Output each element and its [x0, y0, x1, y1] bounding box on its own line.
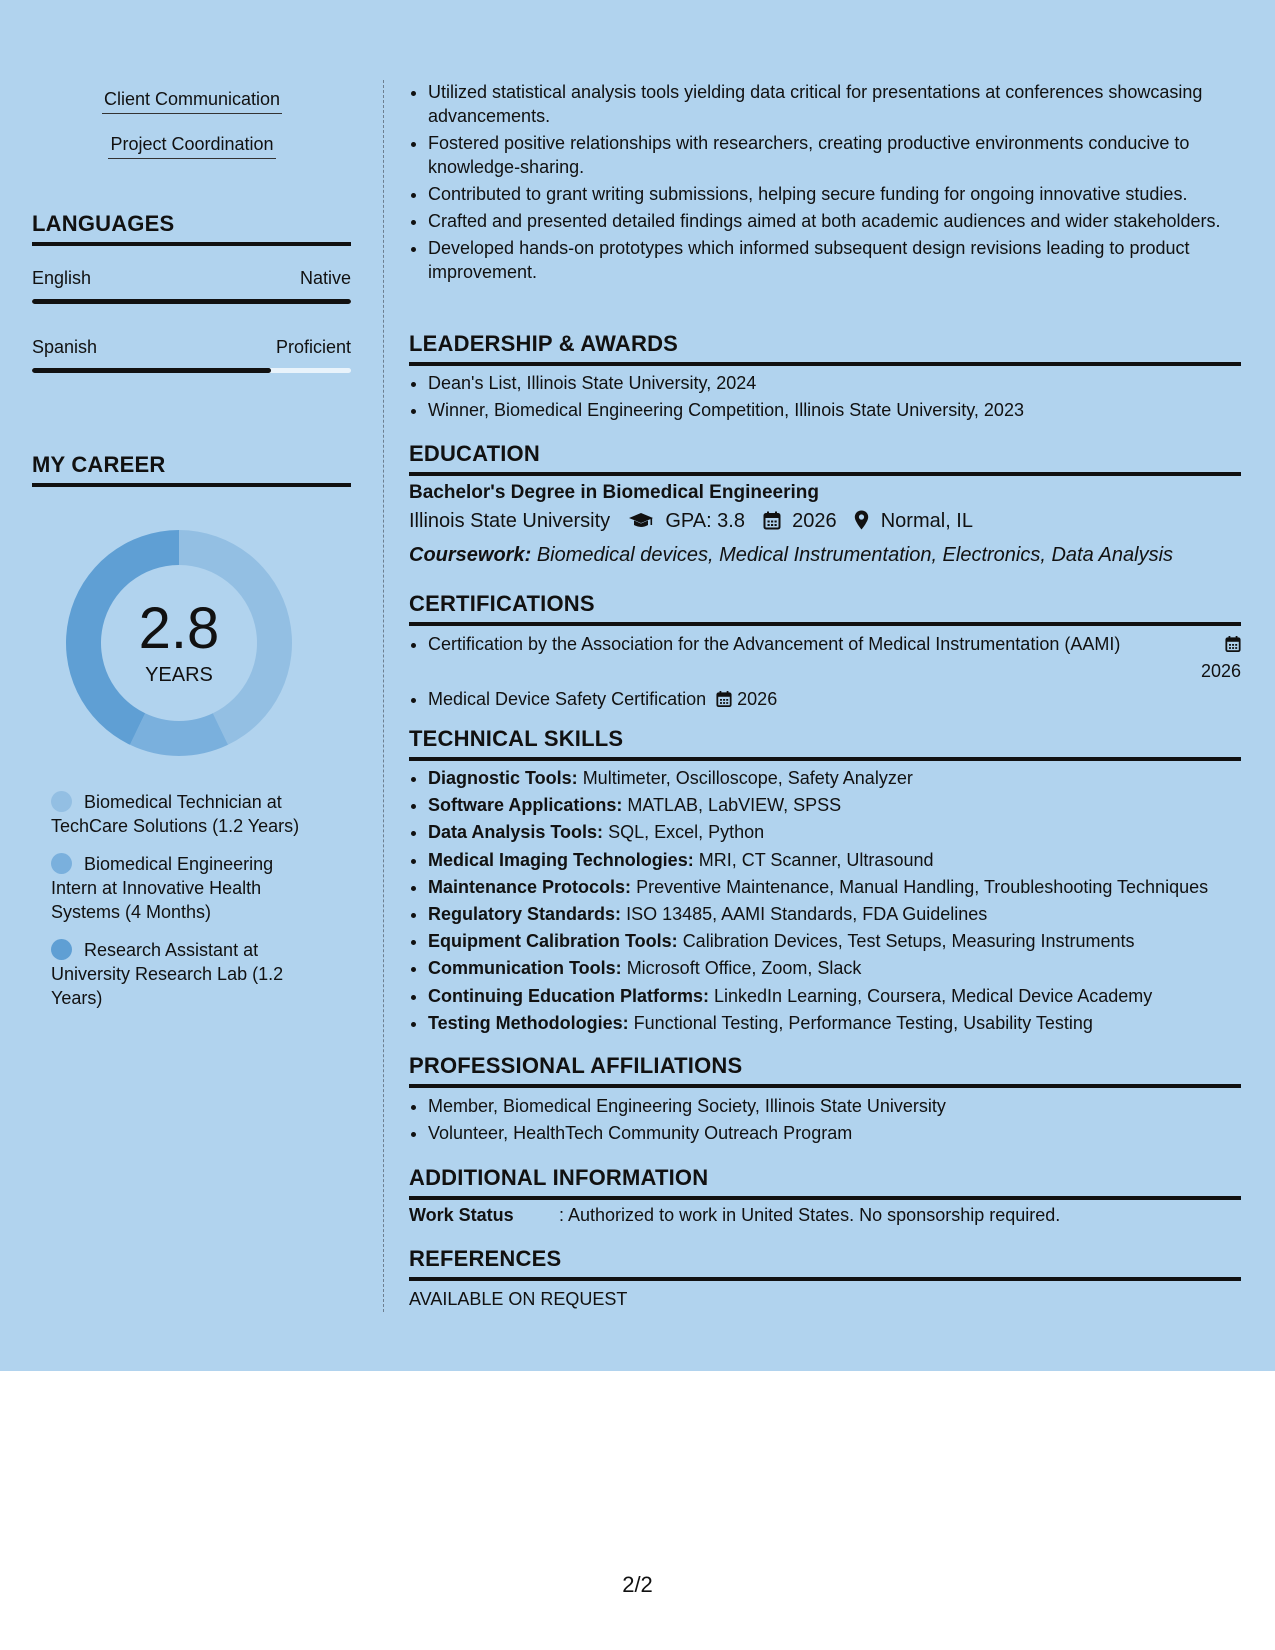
list-item: • Maintenance Protocols: Preventive Maintenance, Manual Handling, Troubleshooting Techniques: [428, 875, 1241, 899]
graduation-year: 2026: [792, 510, 837, 532]
technical-skills-list: [409, 766, 1241, 1038]
certifications-heading: CERTIFICATIONS: [409, 591, 1241, 626]
list-item: • Winner, Biomedical Engineering Competition, Illinois State University, 2023: [428, 398, 1241, 422]
technical-skills-heading: TECHNICAL SKILLS: [409, 726, 1241, 761]
career-heading: MY CAREER: [32, 452, 351, 487]
career-donut-center: [66, 528, 292, 754]
work-status-label: Work Status: [409, 1205, 514, 1225]
legend-dot-icon: [51, 853, 72, 874]
school-location: Normal, IL: [880, 510, 973, 532]
references-heading: REFERENCES: [409, 1246, 1241, 1281]
affiliations-heading: PROFESSIONAL AFFILIATIONS: [409, 1053, 1241, 1088]
education-details: [409, 510, 1241, 536]
school-name: Illinois State University: [409, 510, 611, 532]
references-text: AVAILABLE ON REQUEST: [409, 1289, 628, 1309]
language-row: [32, 337, 351, 358]
gpa: GPA: 3.8: [665, 510, 745, 532]
column-divider: [383, 80, 384, 1312]
list-item: • Dean's List, Illinois State University, 2024: [428, 371, 1241, 395]
graduation-cap-icon: [628, 512, 654, 536]
list-item: • Crafted and presented detailed findings aimed at both academic audiences and wider stakeholders.: [428, 209, 1241, 233]
legend-dot-icon: [51, 791, 72, 812]
calendar-icon: [1225, 635, 1241, 659]
list-item: • Volunteer, HealthTech Community Outreach Program: [428, 1121, 1241, 1145]
career-legend-item: Research Assistant at University Research Lab (1.2 Years): [51, 940, 284, 1008]
experience-bullets: [409, 80, 1241, 287]
language-name: English: [32, 268, 92, 288]
affiliations-list: [409, 1094, 1241, 1148]
list-item: • Regulatory Standards: ISO 13485, AAMI Standards, FDA Guidelines: [428, 902, 1241, 926]
skill-link-project-coordination[interactable]: Project Coordination: [32, 133, 352, 159]
work-status-row: [409, 1205, 1241, 1226]
additional-info-heading: ADDITIONAL INFORMATION: [409, 1165, 1241, 1200]
career-total-value: 2.8: [138, 596, 220, 661]
list-item: • Software Applications: MATLAB, LabVIEW, SPSS: [428, 793, 1241, 817]
career-legend: [51, 790, 321, 1024]
list-item: • Diagnostic Tools: Multimeter, Oscilloscope, Safety Analyzer: [428, 766, 1241, 790]
list-item: • Continuing Education Platforms: LinkedIn Learning, Coursera, Medical Device Academy: [428, 984, 1241, 1008]
location-pin-icon: [854, 510, 869, 536]
language-proficiency-bar: [32, 299, 351, 304]
leadership-heading: LEADERSHIP & AWARDS: [409, 331, 1241, 366]
list-item: • Contributed to grant writing submissions, helping secure funding for ongoing innovative studies.: [428, 182, 1241, 206]
list-item: • Testing Methodologies: Functional Testing, Performance Testing, Usability Testing: [428, 1011, 1241, 1035]
career-legend-item: Biomedical Engineering Intern at Innovative Health Systems (4 Months): [51, 854, 274, 922]
certification-name: • Certification by the Association for the Advancement of Medical Instrumentation (AAMI): [428, 634, 1121, 654]
calendar-icon: [763, 511, 781, 536]
calendar-icon: [716, 690, 732, 714]
career-total-unit: YEARS: [145, 664, 213, 686]
work-status-value: : Authorized to work in United States. No sponsorship required.: [559, 1205, 1061, 1225]
language-name: Spanish: [32, 337, 98, 357]
list-item: • Utilized statistical analysis tools yielding data critical for presentations at conferences showcasing advancements.: [428, 80, 1241, 128]
education-entry: [409, 482, 1241, 567]
coursework: [409, 544, 1241, 567]
language-proficiency-fill: [32, 368, 271, 373]
certifications-list: [409, 632, 1241, 717]
education-heading: EDUCATION: [409, 441, 1241, 476]
legend-dot-icon: [51, 939, 72, 960]
list-item: • Data Analysis Tools: SQL, Excel, Python: [428, 820, 1241, 844]
list-item: [428, 687, 1241, 714]
language-level: Native: [299, 268, 351, 288]
page-number: 2/2: [622, 1572, 653, 1597]
list-item: • Fostered positive relationships with researchers, creating productive environments conducive to knowledge-sharing.: [428, 131, 1241, 179]
coursework-list: Biomedical devices, Medical Instrumentation, Electronics, Data Analysis: [536, 544, 1174, 566]
list-item: • Medical Imaging Technologies: MRI, CT Scanner, Ultrasound: [428, 848, 1241, 872]
certification-name: Medical Device Safety Certification: [428, 689, 707, 709]
language-proficiency-bar: [32, 368, 351, 373]
degree-title: Bachelor's Degree in Biomedical Engineering: [409, 482, 819, 503]
certification-date: 2026: [737, 689, 778, 709]
list-item: [428, 632, 1241, 683]
career-legend-item: Biomedical Technician at TechCare Solutions (1.2 Years): [51, 792, 300, 836]
languages-heading: LANGUAGES: [32, 211, 351, 246]
language-level: Proficient: [275, 337, 351, 357]
list-item: • Developed hands-on prototypes which informed subsequent design revisions leading to product improvement.: [428, 236, 1241, 284]
list-item: • Equipment Calibration Tools: Calibration Devices, Test Setups, Measuring Instruments: [428, 929, 1241, 953]
coursework-label: Coursework:: [409, 544, 532, 566]
certification-date: 2026: [1191, 632, 1241, 683]
skill-link-client-communication[interactable]: Client Communication: [32, 88, 352, 114]
list-item: • Communication Tools: Microsoft Office, Zoom, Slack: [428, 956, 1241, 980]
language-row: [32, 268, 351, 289]
list-item: • Member, Biomedical Engineering Society, Illinois State University: [428, 1094, 1241, 1118]
leadership-list: [409, 371, 1241, 425]
language-proficiency-fill: [32, 299, 351, 304]
